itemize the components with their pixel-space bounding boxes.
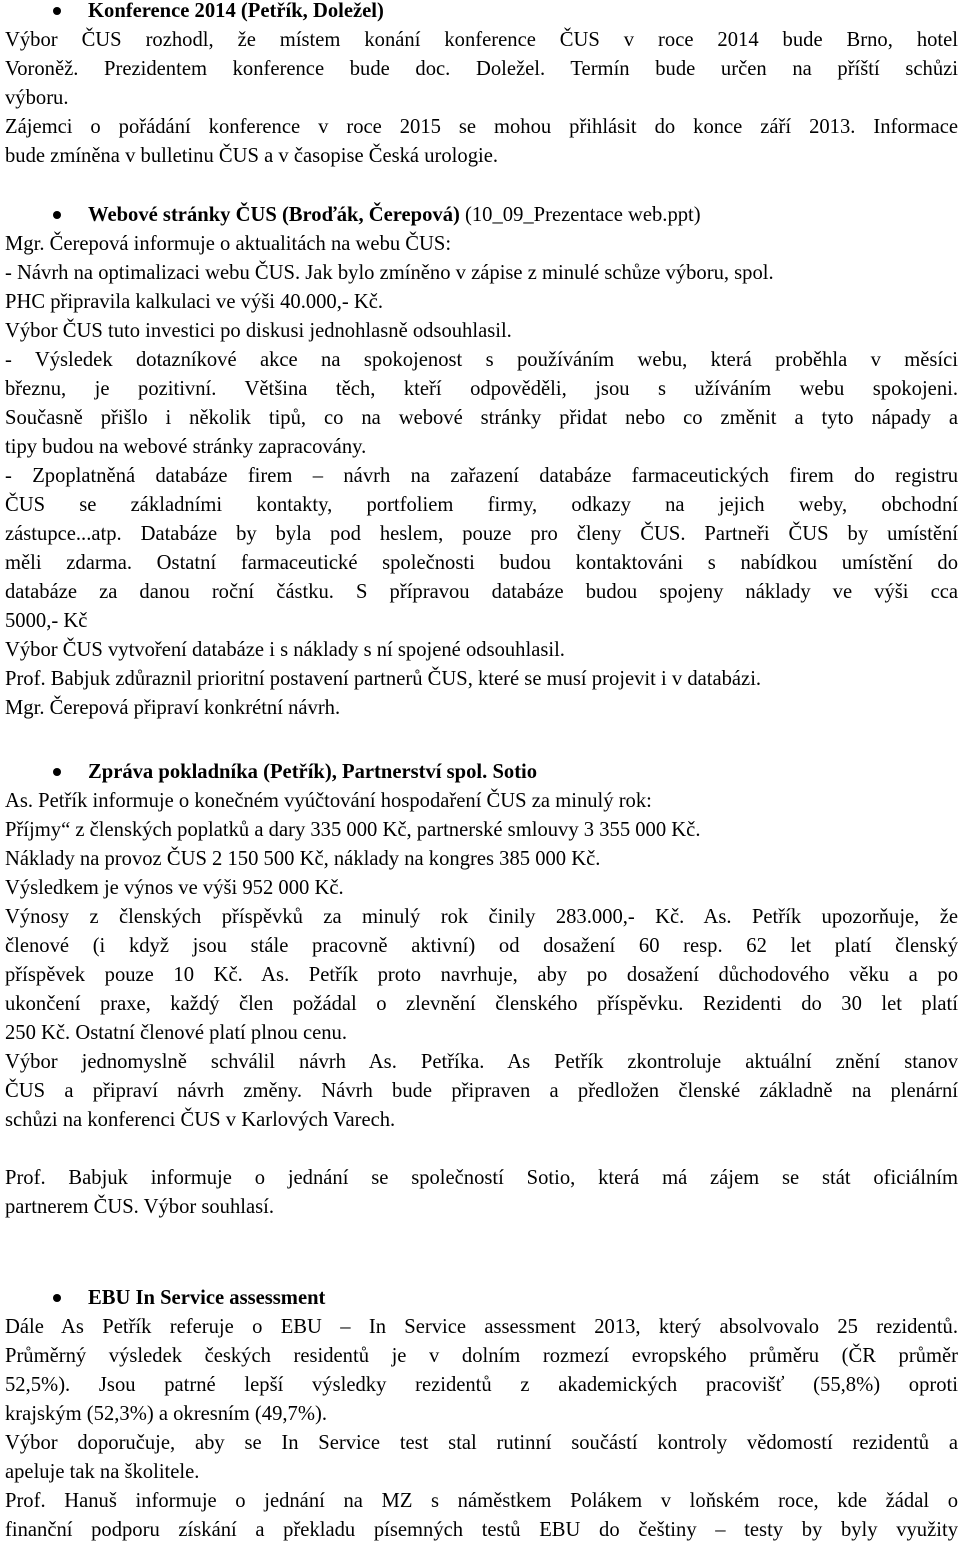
bullet-icon (53, 768, 61, 776)
paragraph-line: ČUS se základními kontakty, portfoliem firmy, odkazy na jejich weby, obchodní (5, 494, 958, 516)
paragraph-line: tipy budou na webové stránky zapracovány. (5, 436, 367, 458)
section-heading: Zpráva pokladníka (Petřík), Partnerství spol. Sotio (88, 761, 538, 783)
paragraph-line: Výbor ČUS rozhodl, že místem konání konference ČUS v roce 2014 bude Brno, hotel (5, 29, 958, 51)
paragraph-line: 5000,- Kč (5, 610, 88, 632)
paragraph-line: Výbor doporučuje, aby se In Service test stal rutinní součástí kontroly vědomostí rezidentů a (5, 1432, 958, 1454)
paragraph-line: Výsledkem je výnos ve výši 952 000 Kč. (5, 877, 344, 899)
bullet-icon (53, 7, 61, 15)
paragraph-line: Náklady na provoz ČUS 2 150 500 Kč, náklady na kongres 385 000 Kč. (5, 848, 601, 870)
paragraph-line: Prof. Hanuš informuje o jednání na MZ s náměstkem Polákem v loňském roce, kde žádal o (5, 1490, 958, 1512)
paragraph-line: březnu, je pozitivní. Většina těch, kteří odpověděli, jsou s užíváním webu spokojeni. (5, 378, 958, 400)
paragraph-line: Dále As Petřík referuje o EBU – In Service assessment 2013, který absolvovalo 25 rezidentů. (5, 1316, 958, 1338)
paragraph-line: partnerem ČUS. Výbor souhlasí. (5, 1196, 275, 1218)
paragraph-line: As. Petřík informuje o konečném vyúčtování hospodaření ČUS za minulý rok: (5, 790, 652, 812)
paragraph-line: Současně přišlo i několik tipů, co na webové stránky přidat nebo co změnit a tyto nápady a (5, 407, 958, 429)
section-heading: EBU In Service assessment (88, 1287, 326, 1309)
paragraph-line: výboru. (5, 87, 69, 109)
paragraph-line: databáze za danou roční částku. S přípravou databáze budou spojeny náklady ve výši cca (5, 581, 958, 603)
paragraph-line: Průměrný výsledek českých residentů je v dolním rozmezí evropského průměru (ČR průměr (5, 1345, 958, 1367)
paragraph-line: měli zdarma. Ostatní farmaceutické společnosti budou kontaktováni s nabídkou umístění do (5, 552, 958, 574)
paragraph-line: zástupce...atp. Databáze by byla pod heslem, pouze pro členy ČUS. Partneři ČUS by umístění (5, 523, 958, 545)
bullet-icon (53, 211, 61, 219)
paragraph-line: - Návrh na optimalizaci webu ČUS. Jak bylo zmíněno v zápise z minulé schůze výboru, spol. (5, 262, 774, 284)
paragraph-line: Výnosy z členských příspěvků za minulý rok činily 283.000,- Kč. As. Petřík upozorňuje, že (5, 906, 958, 928)
paragraph-line: ČUS a připraví návrh změny. Návrh bude připraven a předložen členské základně na plenární (5, 1080, 958, 1102)
paragraph-line: apeluje tak na školitele. (5, 1461, 200, 1483)
paragraph-line: Výbor ČUS vytvoření databáze i s náklady s ní spojené odsouhlasil. (5, 639, 565, 661)
paragraph-line: členové (i když jsou stále pracovně aktivní) od dosažení 60 resp. 62 let platí členský (5, 935, 958, 957)
paragraph-line: schůzi na konferenci ČUS v Karlových Varech. (5, 1109, 396, 1131)
paragraph-line: finanční podporu získání a překladu písemných testů EBU do češtiny – testy by byly využity (5, 1519, 958, 1541)
paragraph-line: bude zmíněna v bulletinu ČUS a v časopise Česká urologie. (5, 145, 499, 167)
bullet-icon (53, 1294, 61, 1302)
paragraph-line: - Výsledek dotazníkové akce na spokojenost s používáním webu, která proběhla v měsíci (5, 349, 958, 371)
paragraph-line: Mgr. Čerepová připraví konkrétní návrh. (5, 697, 341, 719)
section-heading: Konference 2014 (Petřík, Doležel) (88, 0, 384, 22)
paragraph-line: 52,5%). Jsou patrné lepší výsledky rezidentů z akademických pracovišť (55,8%) oproti (5, 1374, 958, 1396)
paragraph-line: Voroněž. Prezidentem konference bude doc. Doležel. Termín bude určen na příští schůzi (5, 58, 958, 80)
section-heading: Webové stránky ČUS (Broďák, Čerepová) (10_09_Prezentace web.ppt) (88, 204, 701, 226)
paragraph-line: příspěvek pouze 10 Kč. As. Petřík proto navrhuje, aby po dosažení důchodového věku a po (5, 964, 958, 986)
paragraph-line: Výbor ČUS tuto investici po diskusi jednohlasně odsouhlasil. (5, 320, 512, 342)
paragraph-line: Výbor jednomyslně schválil návrh As. Petříka. As Petřík zkontroluje aktuální znění stanov (5, 1051, 958, 1073)
paragraph-line: Prof. Babjuk zdůraznil prioritní postavení partnerů ČUS, které se musí projevit i v databázi. (5, 668, 762, 690)
paragraph-line: krajským (52,3%) a okresním (49,7%). (5, 1403, 327, 1425)
paragraph-line: 250 Kč. Ostatní členové platí plnou cenu. (5, 1022, 347, 1044)
paragraph-line: Zájemci o pořádání konference v roce 2015 se mohou přihlásit do konce září 2013. Informace (5, 116, 958, 138)
paragraph-line: Příjmy“ z členských poplatků a dary 335 000 Kč, partnerské smlouvy 3 355 000 Kč. (5, 819, 701, 841)
paragraph-line: Prof. Babjuk informuje o jednání se společností Sotio, která má zájem se stát oficiálním (5, 1167, 958, 1189)
paragraph-line: PHC připravila kalkulaci ve výši 40.000,- Kč. (5, 291, 384, 313)
paragraph-line: ukončení praxe, každý člen požádal o zlevnění členského příspěvku. Rezidenti do 30 let platí (5, 993, 958, 1015)
paragraph-line: - Zpoplatněná databáze firem – návrh na zařazení databáze farmaceutických firem do registru (5, 465, 958, 487)
paragraph-line: Mgr. Čerepová informuje o aktualitách na webu ČUS: (5, 233, 452, 255)
